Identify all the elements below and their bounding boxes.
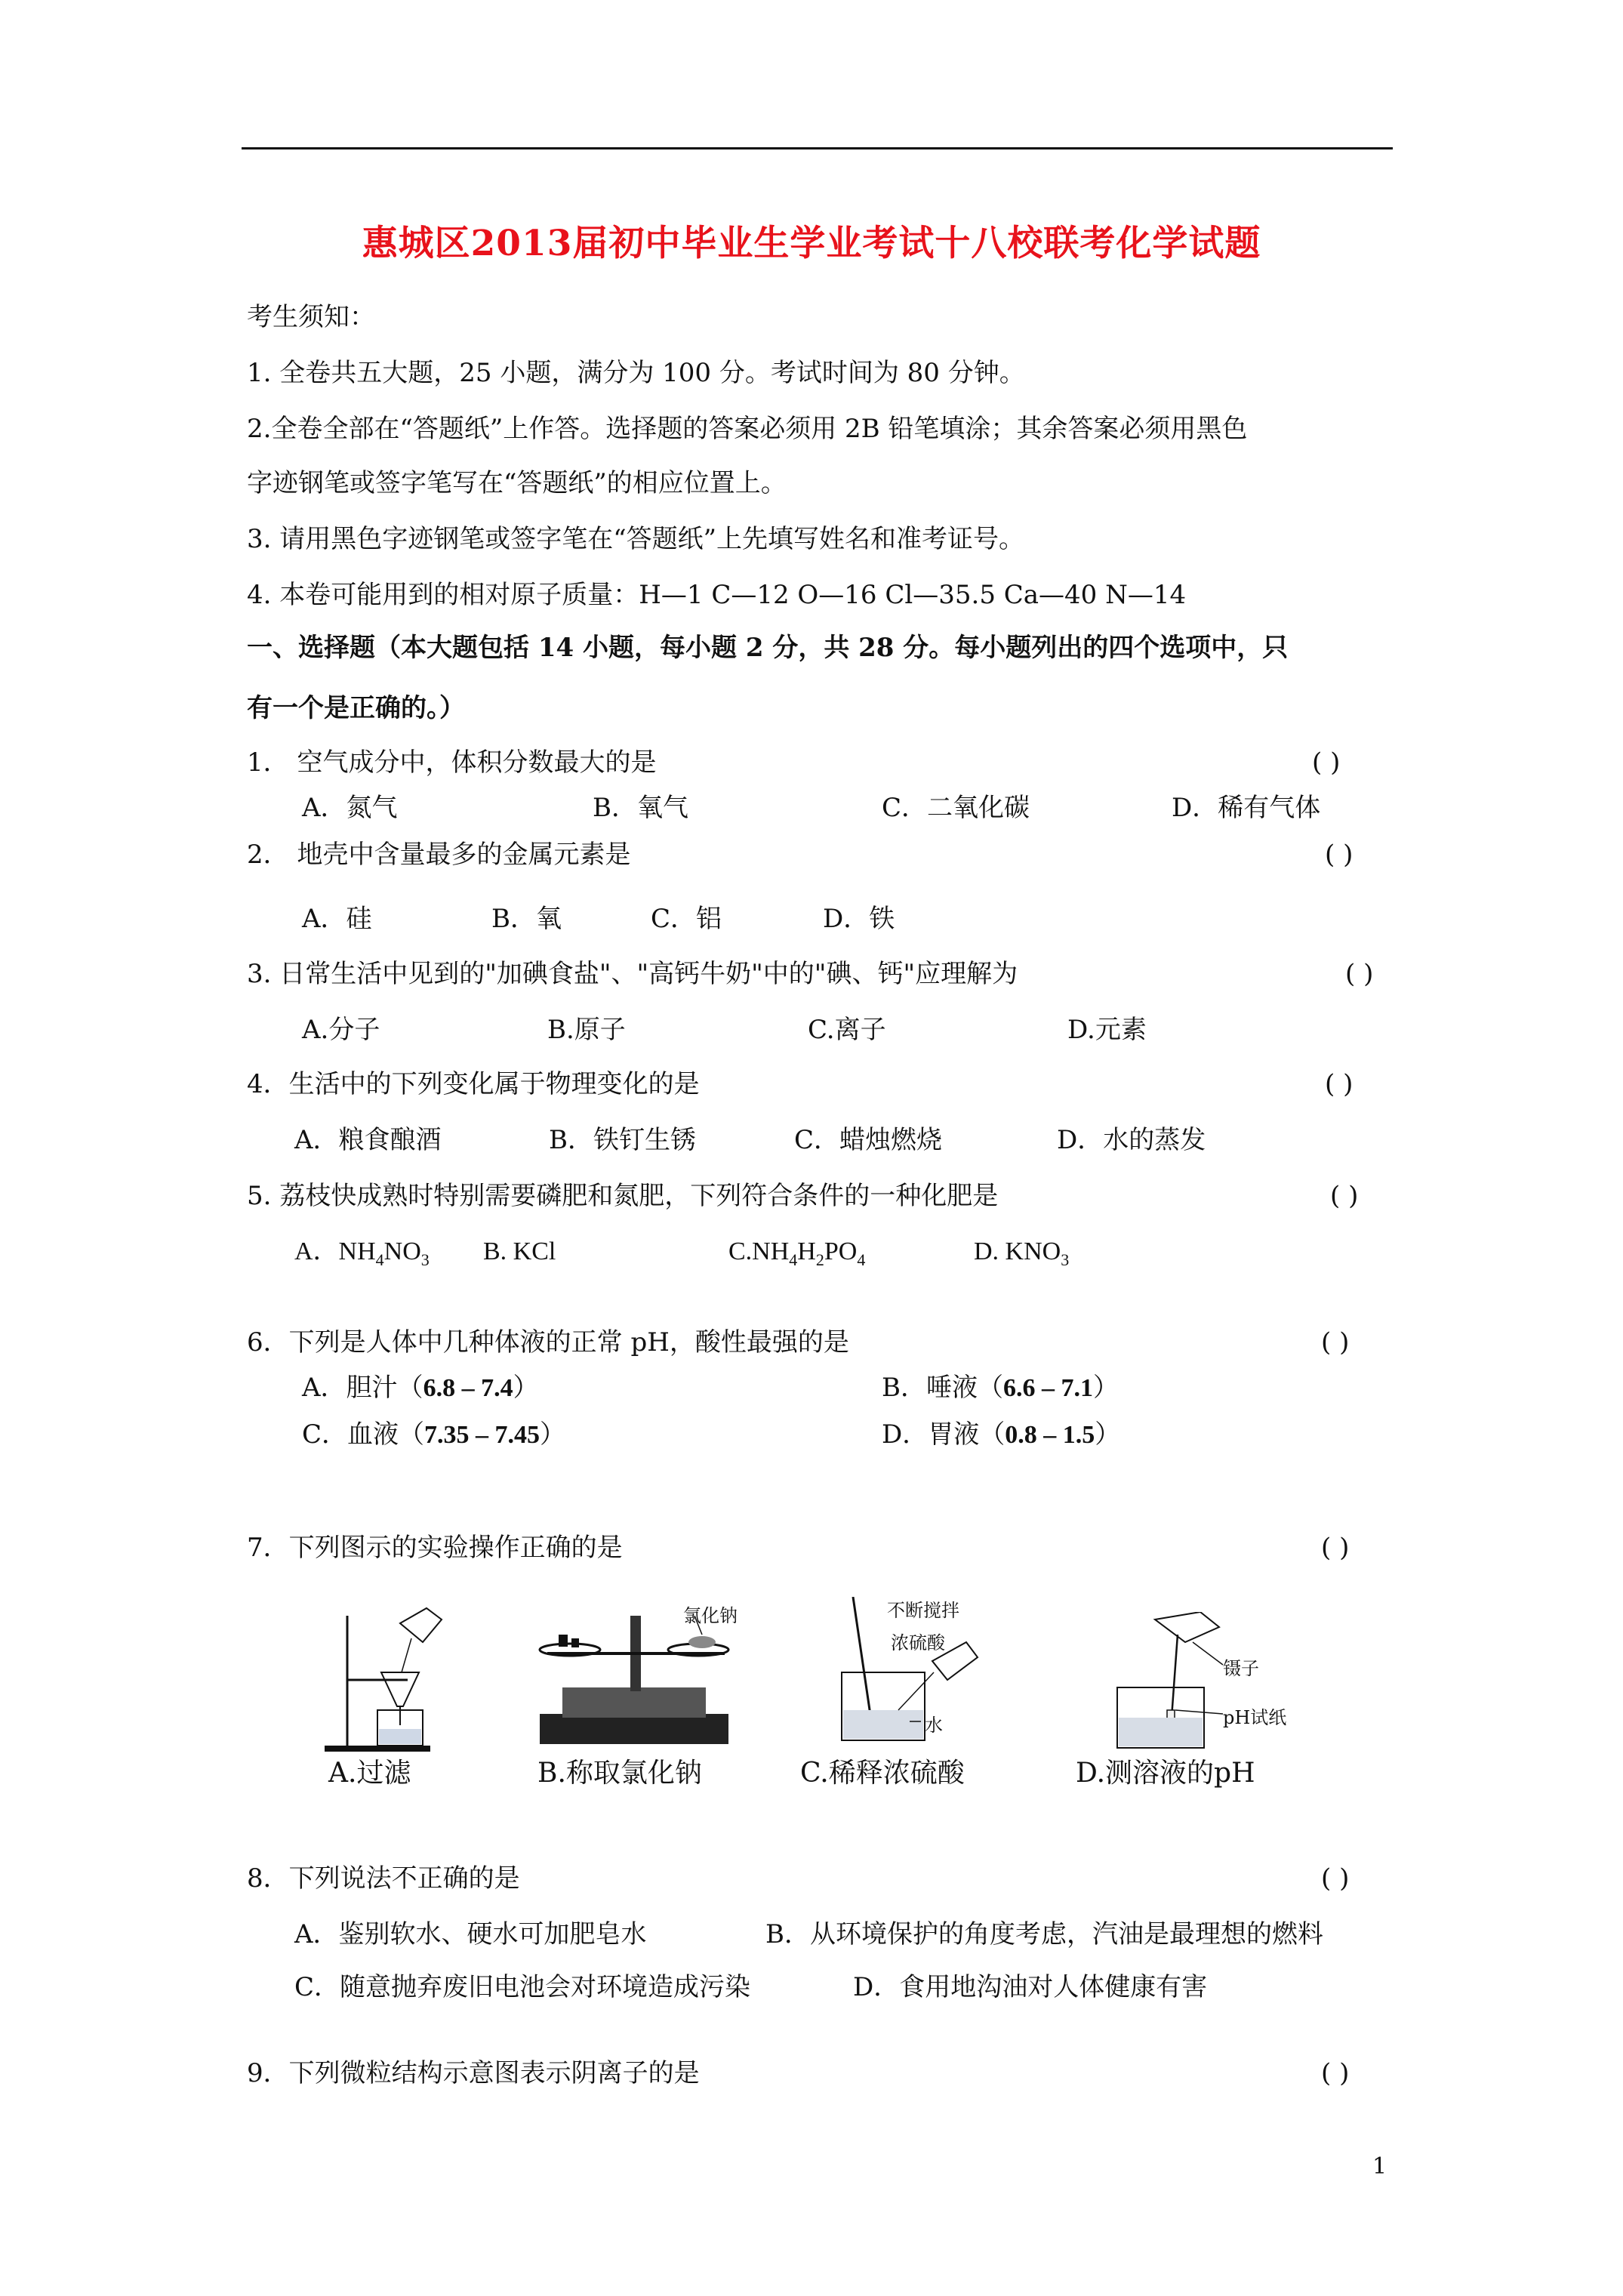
q2-stem: 2． 地壳中含量最多的金属元素是: [247, 840, 631, 870]
q6-option-d: D．胃液（0.8 – 1.5）: [882, 1419, 1121, 1450]
q6-stem: 6．下列是人体中几种体液的正常 pH，酸性最强的是: [247, 1327, 849, 1358]
ph-paper-label: pH试纸: [1223, 1707, 1287, 1728]
q4-option-a: A．粮食酿酒: [294, 1125, 442, 1155]
q5-stem: 5. 荔枝快成熟时特别需要磷肥和氮肥，下列符合条件的一种化肥是: [247, 1181, 999, 1211]
figure-c-label: C.稀释浓硫酸: [800, 1758, 965, 1789]
q6-option-b: B．唾液（6.6 – 7.1）: [882, 1373, 1119, 1403]
q8-option-a: A．鉴别软水、硬水可加肥皂水: [294, 1919, 647, 1949]
q3-option-c: C.离子: [808, 1015, 886, 1045]
q2-answer-paren: ( ): [1325, 840, 1354, 870]
section-heading-line2: 有一个是正确的。）: [247, 693, 465, 723]
q4-option-c: C．蜡烛燃烧: [794, 1125, 943, 1155]
q5-option-b: B. KCl: [483, 1237, 556, 1265]
q3-option-a: A.分子: [302, 1015, 380, 1045]
figure-d-label: D.测溶液的pH: [1076, 1758, 1255, 1789]
q2-option-b: B．氧: [491, 904, 562, 934]
q4-option-d: D．水的蒸发: [1057, 1125, 1206, 1155]
q1-option-a: A．氮气: [302, 793, 398, 823]
q8-option-c: C．随意抛弃废旧电池会对环境造成污染: [294, 1972, 751, 2002]
q4-answer-paren: ( ): [1325, 1069, 1354, 1099]
q8-option-b: B．从环境保护的角度考虑，汽油是最理想的燃料: [765, 1919, 1323, 1949]
q5-option-a: A．$NH_4NO_3$: [294, 1237, 430, 1269]
q5-answer-paren: ( ): [1330, 1181, 1359, 1211]
q2-option-c: C．铝: [651, 904, 722, 934]
q6-option-c: C．血液（7.35 – 7.45）: [302, 1419, 566, 1450]
q1-option-d: D．稀有气体: [1172, 793, 1321, 823]
notice-item-2-cont: 字迹钢笔或签字笔写在“答题纸”的相应位置上。: [247, 468, 787, 498]
stir-label: 不断搅拌: [887, 1600, 959, 1621]
notice-item-4: 4. 本卷可能用到的相对原子质量：H—1 C—12 O—16 Cl—35.5 Ca—40 N—14: [247, 580, 1187, 610]
header-rule: [242, 147, 1393, 149]
q3-option-b: B.原子: [547, 1015, 626, 1045]
q8-answer-paren: ( ): [1321, 1863, 1350, 1894]
q1-stem: 1． 空气成分中，体积分数最大的是: [247, 747, 657, 778]
q3-option-d: D.元素: [1067, 1015, 1147, 1045]
filtration-figure: [317, 1601, 468, 1752]
q3-stem: 3. 日常生活中见到的"加碘食盐"、"高钙牛奶"中的"碘、钙"应理解为: [247, 959, 1018, 989]
q8-option-d: D．食用地沟油对人体健康有害: [853, 1972, 1208, 2002]
q6-answer-paren: ( ): [1321, 1327, 1350, 1358]
q4-stem: 4．生活中的下列变化属于物理变化的是: [247, 1069, 700, 1099]
q7-answer-paren: ( ): [1321, 1533, 1350, 1563]
q2-option-a: A．硅: [302, 904, 372, 934]
tweezers-label: 镊子: [1223, 1658, 1259, 1679]
acid-label: 浓硫酸: [891, 1632, 945, 1653]
q6-option-a: A．胆汁（6.8 – 7.4）: [302, 1373, 539, 1403]
ph-test-figure: [1110, 1612, 1291, 1755]
q4-option-b: B．铁钉生锈: [549, 1125, 696, 1155]
notice-item-3: 3. 请用黑色字迹钢笔或签字笔在“答题纸”上先填写姓名和准考证号。: [247, 524, 1025, 554]
q9-stem: 9．下列微粒结构示意图表示阴离子的是: [247, 2058, 700, 2088]
q2-option-d: D．铁: [823, 904, 895, 934]
figure-a-label: A.过滤: [328, 1758, 411, 1789]
notice-heading: 考生须知：: [247, 302, 375, 332]
q1-answer-paren: ( ): [1312, 747, 1341, 778]
q9-answer-paren: ( ): [1321, 2058, 1350, 2088]
q7-stem: 7．下列图示的实验操作正确的是: [247, 1533, 623, 1563]
page-title: 惠城区2013届初中毕业生学业考试十八校联考化学试题: [362, 223, 1261, 264]
q5-option-c: $C.NH_4H_2PO_4$: [728, 1237, 866, 1269]
figure-b-label: B.称取氯化钠: [537, 1758, 702, 1789]
q1-option-c: C．二氧化碳: [882, 793, 1030, 823]
q1-option-b: B．氧气: [593, 793, 688, 823]
q5-option-d: D. $KNO_3$: [974, 1237, 1070, 1269]
notice-item-2: 2.全卷全部在“答题纸”上作答。选择题的答案必须用 2B 铅笔填涂；其余答案必须用黑色: [247, 414, 1248, 444]
page-number: 1: [1372, 2153, 1387, 2180]
section-heading-line1: 一、选择题（本大题包括 14 小题，每小题 2 分，共 28 分。每小题列出的四个选项中，只: [247, 633, 1289, 663]
nacl-label: 氯化钠: [683, 1605, 738, 1626]
water-label: 水: [925, 1715, 943, 1736]
notice-item-1: 1. 全卷共五大题，25 小题，满分为 100 分。考试时间为 80 分钟。: [247, 358, 1025, 388]
q8-stem: 8．下列说法不正确的是: [247, 1863, 520, 1894]
q3-answer-paren: ( ): [1345, 959, 1374, 989]
